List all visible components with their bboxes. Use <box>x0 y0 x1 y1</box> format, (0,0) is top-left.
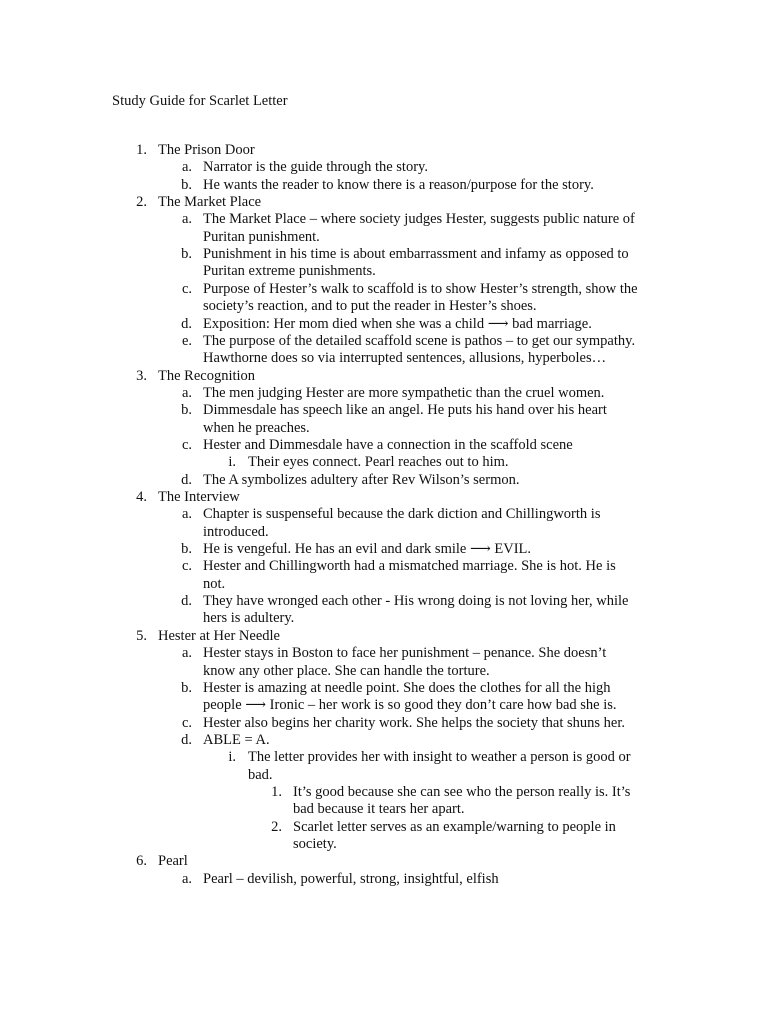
list-item-text: Exposition: Her mom died when she was a child ⟶ bad marriage. <box>203 315 592 332</box>
list-item-text: Hester is amazing at needle point. She does the clothes for all the high <box>203 679 611 696</box>
list-item-text: introduced. <box>203 523 269 540</box>
list-item-text: The purpose of the detailed scaffold scene is pathos – to get our sympathy. <box>203 332 636 349</box>
list-item-text: Dimmesdale has speech like an angel. He puts his hand over his heart <box>203 402 607 419</box>
list-marker: c. <box>181 714 192 731</box>
section-heading: The Recognition <box>158 367 256 384</box>
list-marker: a. <box>181 645 192 662</box>
list-marker: 3. <box>136 367 147 384</box>
list-marker: 5. <box>136 627 147 644</box>
list-marker: c. <box>181 436 192 453</box>
list-item-text: Narrator is the guide through the story. <box>203 159 428 176</box>
list-marker: 4. <box>136 489 147 505</box>
list-item-text: The men judging Hester are more sympathetic than the cruel women. <box>203 384 605 401</box>
list-marker: b. <box>181 402 192 419</box>
list-item-text: Scarlet letter serves as an example/warning to people in <box>293 818 616 835</box>
list-marker: a. <box>181 159 192 176</box>
list-marker: d. <box>181 471 192 488</box>
list-item-text: bad. <box>248 766 273 783</box>
list-item-text: Purpose of Hester’s walk to scaffold is to show Hester’s strength, show the <box>203 280 638 297</box>
list-item-text: society. <box>293 836 337 852</box>
list-marker: e. <box>181 332 192 349</box>
list-item-text: Puritan punishment. <box>203 228 320 245</box>
list-marker: a. <box>181 211 192 228</box>
list-item-text: Hester and Chillingworth had a mismatched marriage. She is hot. He is <box>203 558 616 575</box>
list-item-text: It’s good because she can see who the person really is. It’s <box>293 783 631 800</box>
list-marker: i. <box>228 454 236 471</box>
list-marker: a. <box>181 870 192 887</box>
list-item-text: Their eyes connect. Pearl reaches out to him. <box>248 454 509 471</box>
section-heading: Hester at Her Needle <box>158 627 280 644</box>
list-marker: 1. <box>136 142 147 158</box>
list-marker: d. <box>181 315 192 332</box>
list-item-text: Hester and Dimmesdale have a connection in the scaffold scene <box>203 436 573 453</box>
list-marker: b. <box>181 541 192 558</box>
list-item-text: ABLE = A. <box>203 731 270 748</box>
list-item-text: Punishment in his time is about embarrassment and infamy as opposed to <box>203 246 629 263</box>
list-item-text: The Market Place – where society judges Hester, suggests public nature of <box>203 211 635 228</box>
list-item-text: bad because it tears her apart. <box>293 801 465 818</box>
list-marker: 2. <box>271 818 282 835</box>
list-marker: 1. <box>271 783 282 800</box>
list-item-text: Puritan extreme punishments. <box>203 263 376 280</box>
list-item-text: The A symbolizes adultery after Rev Wilson’s sermon. <box>203 471 520 488</box>
list-marker: a. <box>181 384 192 401</box>
list-item-text: hers is adultery. <box>203 610 295 627</box>
list-item-text: know any other place. She can handle the torture. <box>203 662 490 679</box>
list-marker: c. <box>181 558 192 575</box>
list-marker: c. <box>181 280 192 297</box>
list-marker: a. <box>181 506 192 523</box>
section-heading: The Interview <box>158 489 240 505</box>
list-item-text: They have wronged each other - His wrong doing is not loving her, while <box>203 593 629 610</box>
list-marker: b. <box>181 246 192 263</box>
list-item-text: Pearl – devilish, powerful, strong, insightful, elfish <box>203 870 499 887</box>
document-title: Study Guide for Scarlet Letter <box>112 93 288 109</box>
list-item-text: people ⟶ Ironic – her work is so good they don’t care how bad she is. <box>203 697 617 714</box>
list-item-text: Hawthorne does so via interrupted sentences, allusions, hyperboles… <box>203 350 607 367</box>
list-marker: 2. <box>136 194 147 211</box>
list-marker: 6. <box>136 853 147 870</box>
list-item-text: society’s reaction, and to put the reader in Hester’s shoes. <box>203 298 537 315</box>
list-marker: b. <box>181 176 192 193</box>
section-heading: The Market Place <box>158 194 262 211</box>
list-item-text: He wants the reader to know there is a reason/purpose for the story. <box>203 176 594 193</box>
list-item-text: not. <box>203 575 226 592</box>
list-item-text: Chapter is suspenseful because the dark diction and Chillingworth is <box>203 506 601 523</box>
list-marker: d. <box>181 731 192 748</box>
list-marker: b. <box>181 679 192 696</box>
list-item-text: Hester stays in Boston to face her punishment – penance. She doesn’t <box>203 645 607 662</box>
list-marker: d. <box>181 593 192 610</box>
list-item-text: Hester also begins her charity work. She helps the society that shuns her. <box>203 714 626 731</box>
section-heading: Pearl <box>158 853 188 870</box>
list-item-text: when he preaches. <box>203 419 310 436</box>
list-item-text: He is vengeful. He has an evil and dark smile ⟶ EVIL. <box>203 541 532 558</box>
list-marker: i. <box>228 749 236 766</box>
list-item-text: The letter provides her with insight to weather a person is good or <box>248 749 631 766</box>
section-heading: The Prison Door <box>158 142 255 158</box>
